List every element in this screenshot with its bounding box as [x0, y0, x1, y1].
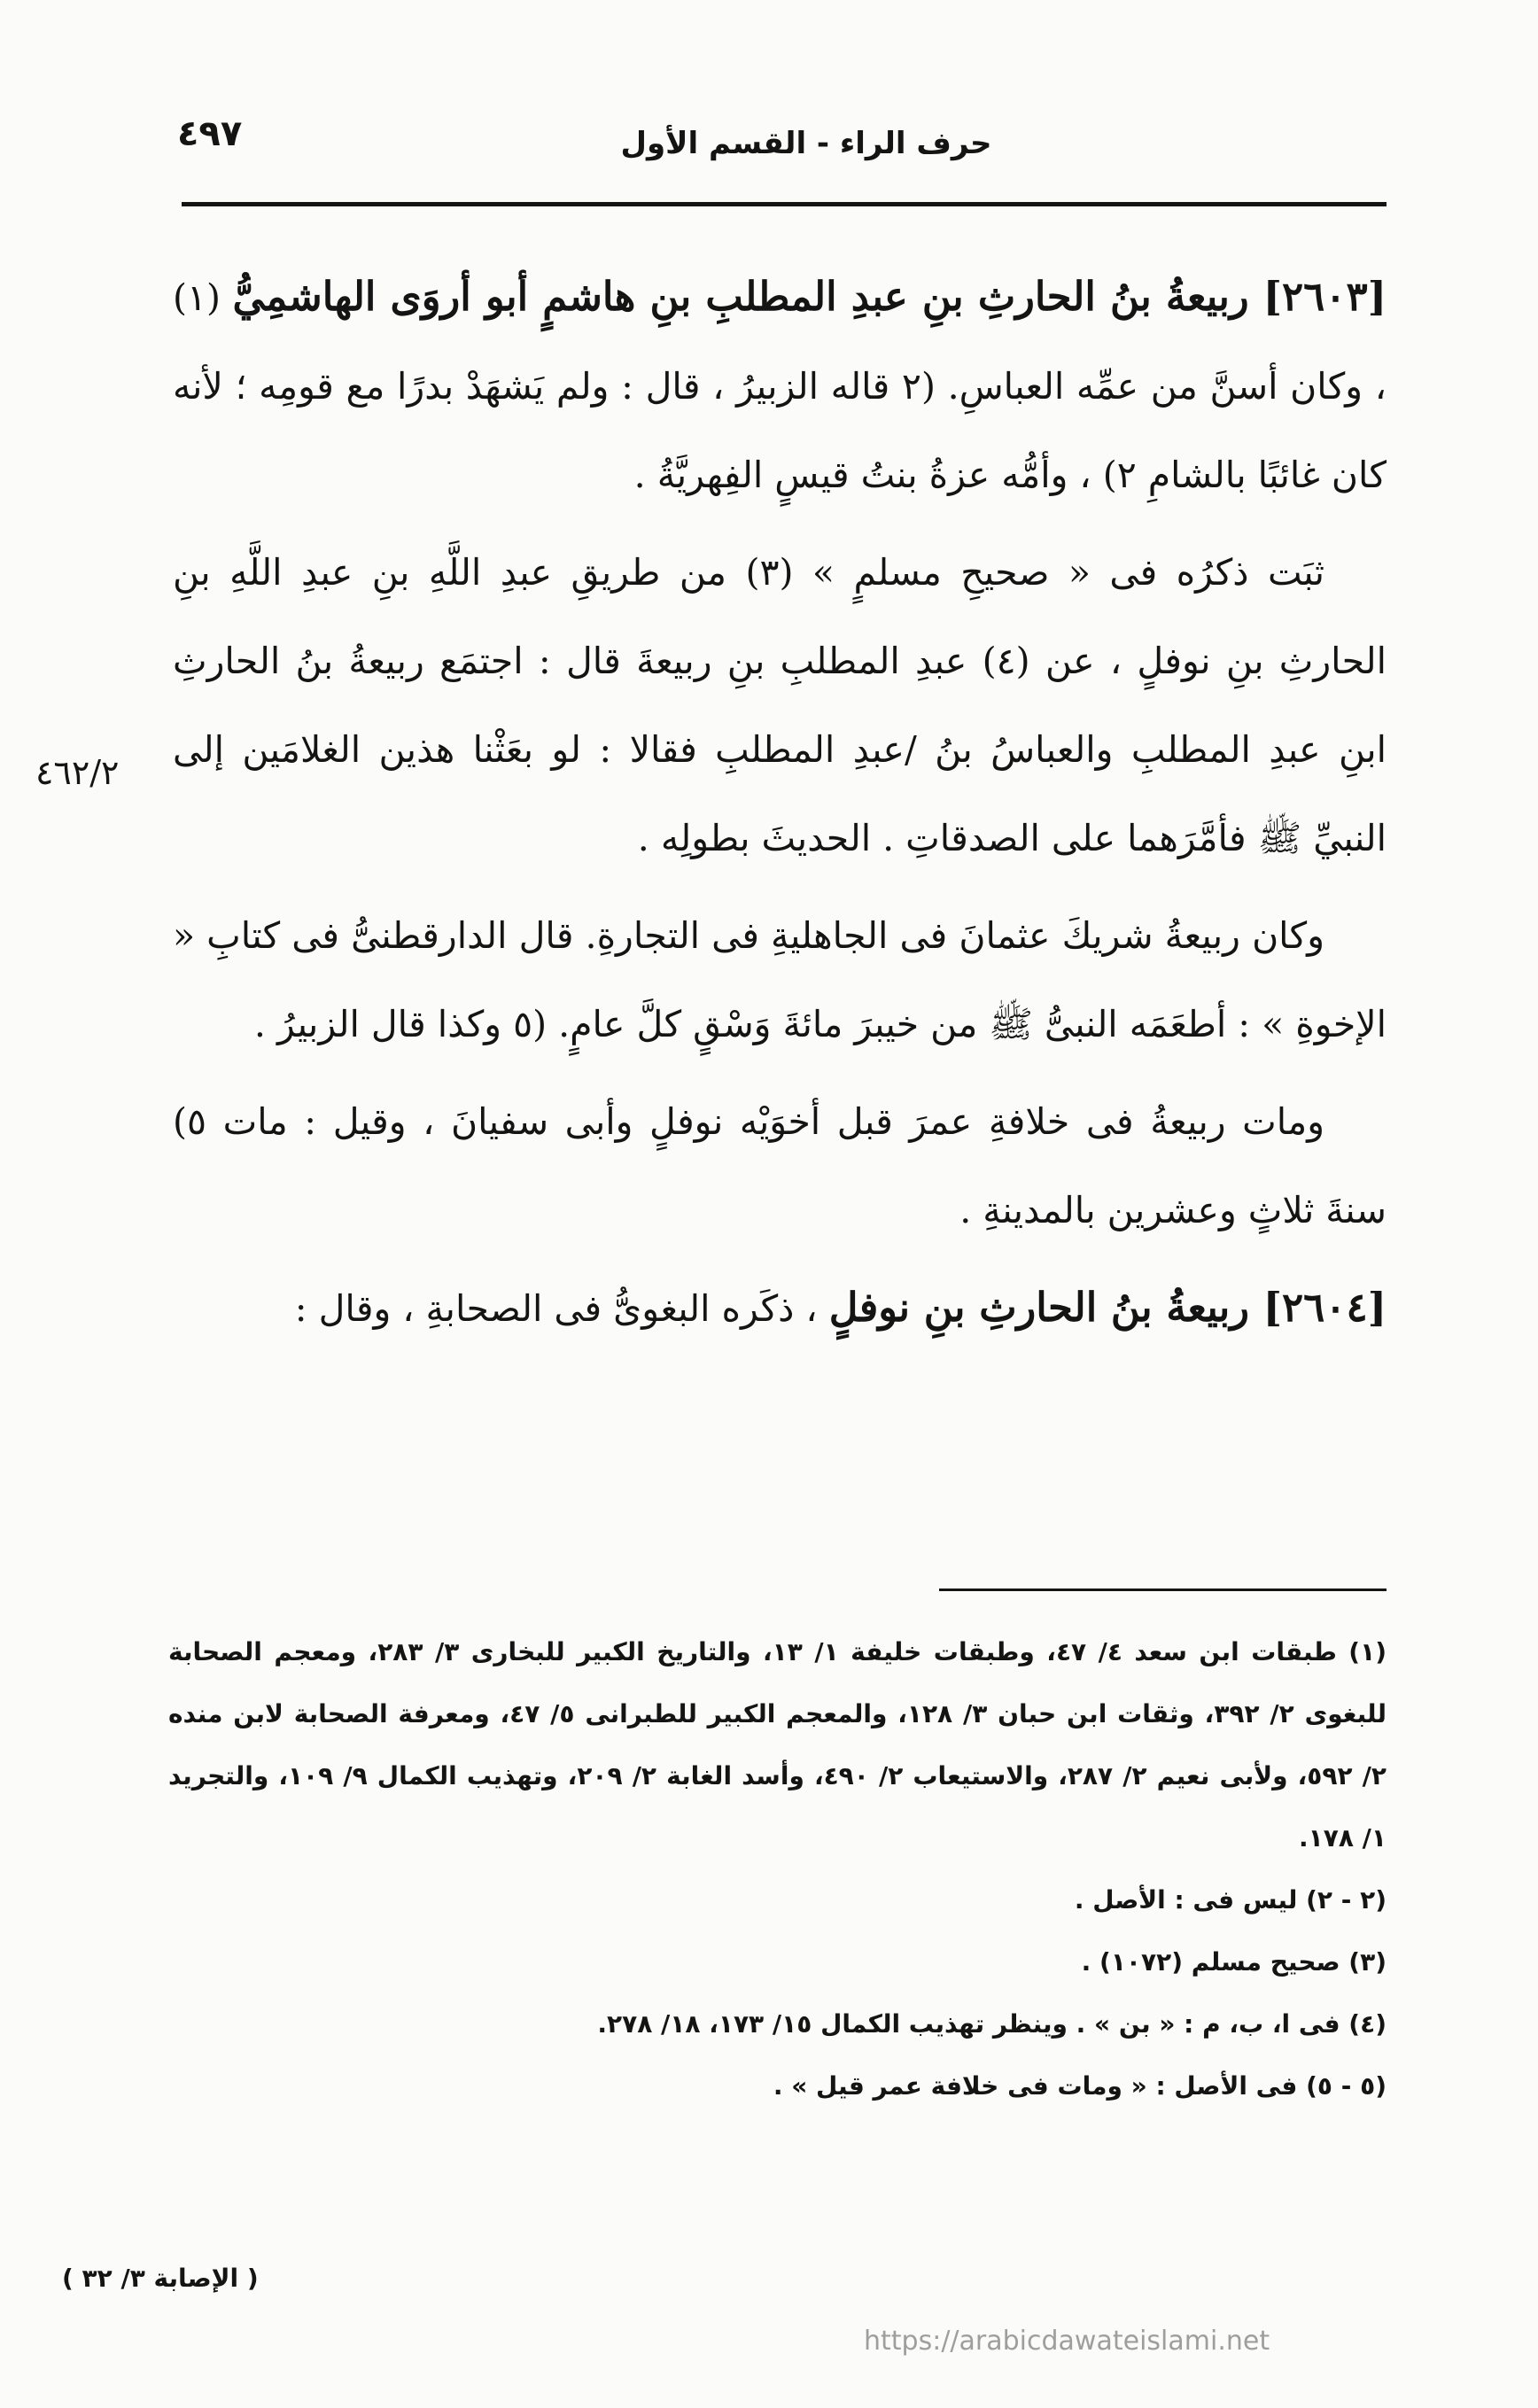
entry-2604-text: ، ذكَره البغوىُّ فى الصحابةِ ، وقال :	[294, 1287, 818, 1330]
footnote: (٢ - ٢) ليس فى : الأصل .	[1074, 1885, 1387, 1915]
entry-2603	[173, 252, 1387, 519]
entry-2603-text: (١) ، وكان أسنَّ من عمِّه العباسِ. (٢ قاله الزبيرُ ، قال : ولم يَشهَدْ بدرًا مع قومِه ؛ لأنه كان غائبًا بالشامِ ٢) ، وأمُّه عزةُ بنتُ قيسٍ الفِهريَّةُ .	[173, 276, 1387, 496]
footnote: (١) طبقات ابن سعد ٤/ ٤٧، وطبقات خليفة ١/ ١٣، والتاريخ الكبير للبخارى ٣/ ٢٨٣، ومعجم الصحابة للبغوى ٢/ ٣٩٢، وثقات ابن حبان ٣/ ١٢٨، والمعجم الكبير للطبرانى ٥/ ٤٧، ومعرفة الصحابة لابن منده ٢/ ٥٩٢، ولأبى نعيم ٢/ ٢٨٧، والاستيعاب ٢/ ٤٩٠، وأسد الغابة ٢/ ٢٠٩، وتهذيب الكمال ٩/ ١٠٩، والتجريد ١/ ١٧٨.	[168, 1637, 1387, 1853]
footnote: (٥ - ٥) فى الأصل : « ومات فى خلافة عمر قيل » .	[773, 2071, 1387, 2101]
header-rule	[182, 202, 1387, 206]
running-header-title: حرف الراء - القسم الأول	[620, 126, 992, 161]
watermark-url: https://arabicdawateislami.net	[864, 2326, 1270, 2357]
paragraph-2: ثبَت ذكرُه فى « صحيحِ مسلمٍ » (٣) من طريقِ عبدِ اللَّهِ بنِ عبدِ اللَّهِ بنِ الحارثِ بنِ نوفلٍ ، عن (٤) عبدِ المطلبِ بنِ ربيعةَ قال : اجتمَع ربيعةُ بنُ الحارثِ ابنِ عبدِ المطلبِ والعباسُ بنُ /عبدِ المطلبِ فقالا : لو بعَثْنا هذين الغلامَين إلى النبيِّ ﷺ فأمَّرَهما على الصدقاتِ . الحديثَ بطولِه .	[173, 551, 1387, 859]
footnote: (٤) فى ا، ب، م : « بن » . وينظر تهذيب الكمال ١٥/ ١٧٣، ١٨/ ٢٧٨.	[597, 2009, 1387, 2039]
footnote: (٣) صحيح مسلم (١٠٧٢) .	[1081, 1947, 1387, 1977]
margin-volume-reference: ٤٦٢/٢	[35, 753, 120, 792]
printer-signature: ( الإصابة ٣/ ٣٢ )	[62, 2264, 259, 2293]
footnote-rule	[939, 1589, 1387, 1591]
page-number: ٤٩٧	[177, 113, 243, 154]
paragraph-3: وكان ربيعةُ شريكَ عثمانَ فى الجاهليةِ فى التجارةِ. قال الدارقطنىُّ فى كتابِ « الإخوةِ » : أطعَمَه النبىُّ ﷺ من خيبرَ مائةَ وَسْقٍ كلَّ عامٍ. (٥ وكذا قال الزبيرُ .	[173, 914, 1387, 1045]
entry-2603-title: [٢٦٠٣] ربيعةُ بنُ الحارثِ بنِ عبدِ المطلبِ بنِ هاشمٍ أبو أروَى الهاشمِيُّ	[232, 273, 1387, 320]
main-text	[173, 252, 1387, 1362]
paragraph-4: ومات ربيعةُ فى خلافةِ عمرَ قبل أخوَيْه نوفلٍ وأبى سفيانَ ، وقيل : مات ٥) سنةَ ثلاثٍ وعشرين بالمدينةِ .	[173, 1100, 1387, 1231]
footnotes	[168, 1621, 1387, 2117]
entry-2604	[173, 1263, 1387, 1353]
entry-2604-title: [٢٦٠٤] ربيعةُ بنُ الحارثِ بنِ نوفلٍ	[828, 1284, 1387, 1331]
